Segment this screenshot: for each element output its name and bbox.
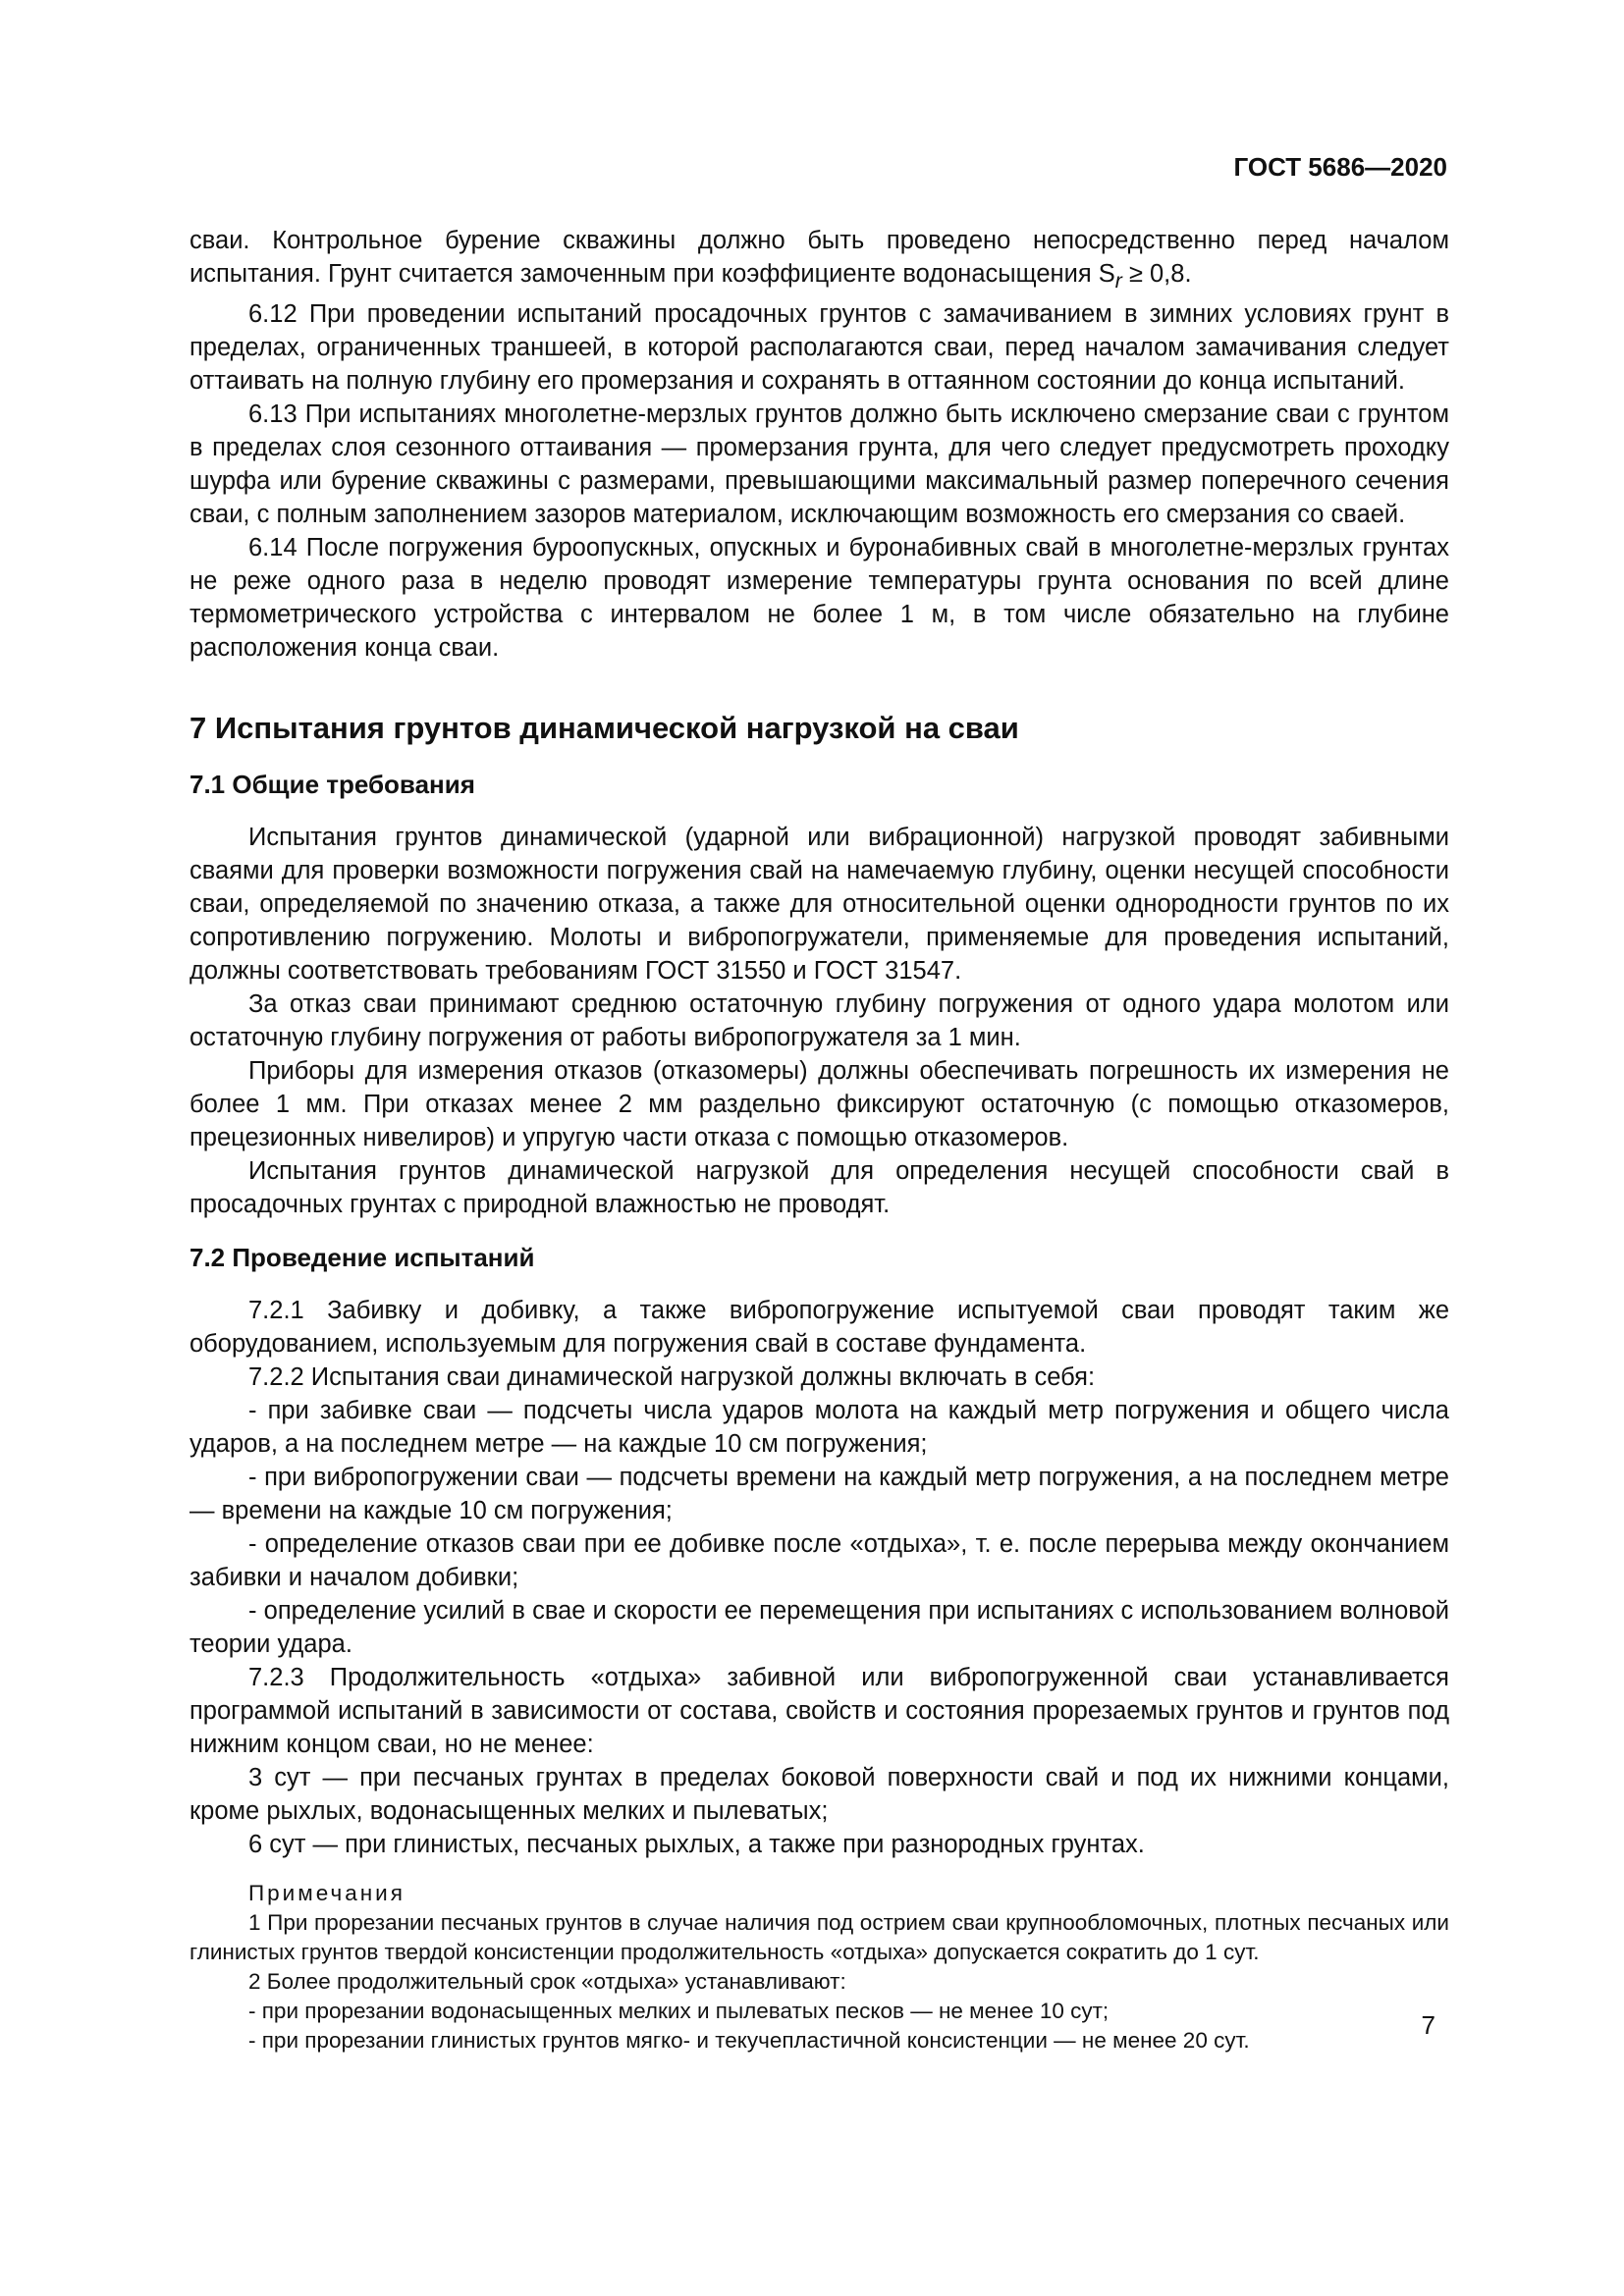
spacer xyxy=(189,1221,1449,1241)
subsection-7-2-title: 7.2 Проведение испытаний xyxy=(189,1243,535,1273)
list-item-hammering: - при забивке сваи — подсчеты числа ударов молота на каждый метр погружения и общего числа ударов, а на последнем метре — на каждые 10 см погружения; xyxy=(189,1397,1449,1459)
paragraph-6-13: 6.13 При испытаниях многолетне-мерзлых грунтов должно быть исключено смерзание сваи с грунтом в пределах слоя сезонного оттаивания — промерзания грунта, для чего следует предусмотреть проходку шурфа или бурение скважины с размерами, превышающими максимальный размер поперечного сечения сваи, с полным заполнением зазоров материалом, исключающим возможность его смерзания со сваей. xyxy=(189,400,1449,529)
note-2: 2 Более продолжительный срок «отдыха» устанавливают: xyxy=(248,1969,846,1995)
paragraph-text: сваи. Контрольное бурение скважины должно быть проведено непосредственно перед началом испытания. Грунт считается замоченным при коэффициенте водонасыщения S xyxy=(189,227,1449,288)
paragraph-tail: ≥ 0,8. xyxy=(1121,260,1192,288)
note-1: 1 При прорезании песчаных грунтов в случае наличия под острием сваи крупнообломочных, плотных песчаных или глинистых грунтов твердой консистенции продолжительность «отдыха» допускается сократить до 1 сут. xyxy=(189,1910,1449,1965)
paragraph-7-2-2: 7.2.2 Испытания сваи динамической нагрузкой должны включать в себя: xyxy=(248,1363,1096,1392)
paragraph-continuation xyxy=(189,224,1449,297)
paragraph-7-1-3: Приборы для измерения отказов (отказомеры) должны обеспечивать погрешность их измерения не более 1 мм. При отказах менее 2 мм раздельно фиксируют остаточную (с помощью отказомеров, прецезионных нивелиров) и упругую части отказа с помощью отказомеров. xyxy=(189,1057,1449,1152)
paragraph-6-days: 6 сут — при глинистых, песчаных рыхлых, а также при разнородных грунтах. xyxy=(248,1831,1145,1859)
spacer xyxy=(189,1861,1449,1871)
paragraph-6-14: 6.14 После погружения буроопускных, опускных и буронабивных свай в многолетне-мерзлых грунтах не реже одного раза в неделю проводят измерение температуры грунта основания по всей длине термометрического устройства с интервалом не более 1 м, в том числе обязательно на глубине расположения конца сваи. xyxy=(189,534,1449,663)
page-content xyxy=(189,224,1449,2056)
page-number: 7 xyxy=(1421,2010,1435,2040)
note-2-item-sands: - при прорезании водонасыщенных мелких и пылеватых песков — не менее 10 сут; xyxy=(248,1999,1110,2024)
subscript-r: r xyxy=(1114,269,1122,294)
list-item-refusal: - определение отказов сваи при ее добивке после «отдыха», т. е. после перерыва между окончанием забивки и началом добивки; xyxy=(189,1530,1449,1592)
document-code-header: ГОСТ 5686—2020 xyxy=(1233,152,1447,182)
list-item-vibration: - при вибропогружении сваи — подсчеты времени на каждый метр погружения, а на последнем метре — времени на каждые 10 см погружения; xyxy=(189,1464,1449,1525)
paragraph-6-12: 6.12 При проведении испытаний просадочных грунтов с замачиванием в зимних условиях грунт в пределах, ограниченных траншеей, в которой располагаются сваи, перед началом замачивания следует оттаивать на полную глубину его промерзания и сохранять в оттаянном состоянии до конца испытаний. xyxy=(189,300,1449,396)
paragraph-7-2-3: 7.2.3 Продолжительность «отдыха» забивной или вибропогруженной сваи устанавливается программой испытаний в зависимости от состава, свойств и состояния прорезаемых грунтов и грунтов под нижним концом сваи, но не менее: xyxy=(189,1664,1449,1759)
list-item-forces: - определение усилий в свае и скорости ее перемещения при испытаниях с использованием волновой теории удара. xyxy=(189,1597,1449,1659)
subsection-7-1-title: 7.1 Общие требования xyxy=(189,770,475,800)
note-2-item-clays: - при прорезании глинистых грунтов мягко- и текучепластичной консистенции — не менее 20 сут. xyxy=(248,2028,1250,2054)
paragraph-7-1-1: Испытания грунтов динамической (ударной или вибрационной) нагрузкой проводят забивными сваями для проверки возможности погружения свай на намечаемую глубину, оценки несущей способности сваи, определяемой по значению отказа, а также для относительной оценки однородности грунтов по их сопротивлению погружению. Молоты и вибропогружатели, применяемые для проведения испытаний, должны соответствовать требованиям ГОСТ 31550 и ГОСТ 31547. xyxy=(189,824,1449,986)
paragraph-7-1-2: За отказ сваи принимают среднюю остаточную глубину погружения от одного удара молотом или остаточную глубину погружения от работы вибропогружателя за 1 мин. xyxy=(189,990,1449,1052)
section-7-title: 7 Испытания грунтов динамической нагрузкой на сваи xyxy=(189,711,1019,746)
notes-title: Примечания xyxy=(248,1881,406,1906)
paragraph-7-2-1: 7.2.1 Забивку и добивку, а также вибропогружение испытуемой сваи проводят таким же оборудованием, используемым для погружения свай в составе фундамента. xyxy=(189,1297,1449,1359)
paragraph-3-days: 3 сут — при песчаных грунтах в пределах боковой поверхности свай и под их нижними концами, кроме рыхлых, водонасыщенных мелких и пылеватых; xyxy=(189,1764,1449,1826)
paragraph-7-1-4: Испытания грунтов динамической нагрузкой для определения несущей способности свай в просадочных грунтах с природной влажностью не проводят. xyxy=(189,1157,1449,1219)
